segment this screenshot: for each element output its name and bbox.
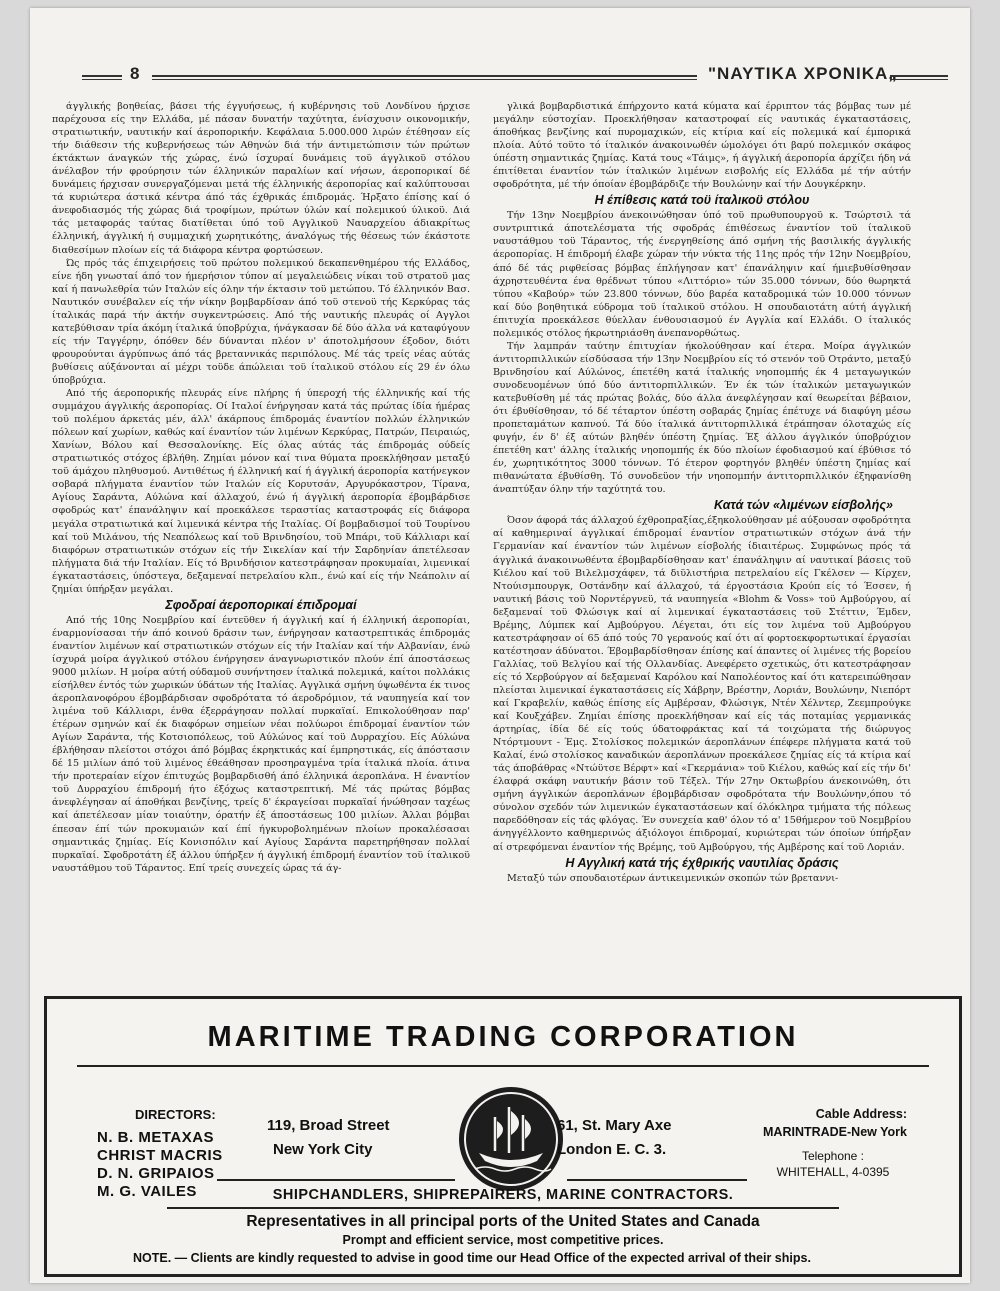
article-paragraph: Όσον άφορά τάς άλλαχού έχθροπραξίας,έξηκολούθησαν μέ αύξουσαν σφοδρότητα αί καθημεριναί άγγλικαί έπιδρομαί έναντίον στρατιωτικών στόχων άνά τήν Γερμανίαν καί έναντίον τών λιμένων είσβολής ίδιαιτέρως. Συμφώνως πρός τά άγγλικά άνακοινωθέντα έβομβαρδίσθησαν κατ' έπανάληψιν αί ναυτικαί βάσεις τοϋ Κιέλου καί τοϋ Βιλελμσχάφεν, τά διϋλιστήρια πετρελαίου είς Γκέλσεν — Κίρχεν, Ντούισμπουργκ, Οστάνδην καί άλλαχού, τά έργοστάσια Κρούπ είς τό Έσσεν, ή ναυτική βάσις τοϋ Νορντέργνεϋ, τά ναυπηγεία «Blohm & Voss» τοϋ Αμβούργου, αί δεξαμεναί τοϋ Φλώσιγκ καί αί λιμενικαί έγκαταστάσεις τοϋ Στέττιν, Έμδεν, Βρέμης, Λύμπεκ καί Αμβούργου. Λέγεται, ότι είς τον λιμένα τοϋ Αμβούργου κατεστράφησαν οί 65 άπό τούς 70 γερανούς καί ότι αί φορτοεκφορτωτικαί έργασίαι κατέστησαν άδύνατοι. Έβομβαρδίσθησαν έπίσης καί άπαντες οί λιμένες τής βορείου Γαλλίας, τοϋ Βελγίου καί τής Ολλανδίας. Ανεφέρετο σχετικώς, ότι κατεστράφησαν είς τό Χερβούργον αί δεξαμεναί Καρόλου καί Ναπολέοντος καί ότι κατερειπώθησαν πλείσται λιμενικαί έγκαταστάσεις είς Χάβρην, Βρέστην, Λοριάν, Βουλώνην, Νιεπόρτ καί Γκραβελίν, καθώς έπίσης είς Αμβέρσαν, Φλώσιγκ, Ντέν Χέλντερ, Ζεεμπρούγκε καί Κουξχάβεν. Ζημίαι έπίσης προεκλήθησαν καί είς τάς ποταμίας γερμανικάς άρτηρίας, ίδία δέ είς τούς ύδατοφράκτας καί τά τοιχώματα τής διώρυγος Ντόρτμουντ - Έμς. Στολίσκος πολεμικών άεροπλάνων έπέφερε πλήγματα κατά τοϋ Καλαί, ένώ στολίσκος καναδικών άεροπλάνων προεκάλεσε ζημίας είς τά κτίρια καί τάς άποβάθρας «Ντώϋτσε Βέρφτ» καί «Γκερμάνια» τοϋ Κιέλου, καθώς καί είς τήν δι' έλαφρά σκάφη ναυτικήν βάσιν τοϋ Τέξελ. Τήν 27ην Οκτωβρίου άνεκοινώθη, ότι σμήνη άγγλικών άεροπλάνων έβομβάρδισαν σφοδρότατα τήν Βουλώνην,όπου τό σύνολον σχεδόν τών λιμενικών έγκαταστάσεων καί όλόκληρα τμήματα τής πόλεως παρεδόθησαν είς τάς φλόγας. Έν συνεχεία καθ' όλον τό α' 15θήμερον τοϋ Νοεμβρίου άνηγγέλλοντο καθημερινώς άξιόλογοι έπιδρομαί, κυριώτεραι τών όποίων ύπήρξαν αί στρεφόμεναι έναντίον τής Βρέμης, τοϋ Αμβούργου, τής Αμβέρσης καί τοϋ Λοριάν. [493,515,911,853]
page-number: 8 [130,64,140,83]
director-name: CHRIST MACRIS [97,1147,223,1164]
article-paragraph: γλικά βομβαρδιστικά έπήρχοντο κατά κύματα καί έρριπτον τάς βόμβας των μέ μεγάλην εύστοχίαν. Προεκλήθησαν καταστροφαί είς ναυτικάς έγκαταστάσεις, άποθήκας βενζίνης καί πυρομαχικών, είς κτίρια καί είς πολεμικά καί έμπορικά πλοία. Αύτό τοϋτο τό ίταλικόν άνακοινωθέν ώμολόγει ότι βαρύ πολεμικόν σκάφος ύπέστη σημαντικάς ζημίας. Κατά τους «Τάιμς», ή άγγλική άεροπορία άρχίζει ήδη νά έπιτίθεται έναντίον τών ίταλικών λιμένων εισβολής είς Ελλάδα μέ τήν αύτήν σφοδρότητα, μέ τήν όποίαν έβομβάρδιζε τήν Βουλώνην καί τήν Δουγκέρκην. [493,101,911,191]
header-rule-left [82,75,122,80]
ad-divider [217,1179,455,1181]
ad-representatives: Representatives in all principal ports of the United States and Canada [246,1213,760,1230]
director-name: N. B. METAXAS [97,1129,215,1146]
ad-divider [567,1179,747,1181]
article-paragraph: Τήν λαμπράν ταύτην έπιτυχίαν ήκολούθησαν καί έτερα. Μοίρα άγγλικών άντιτορπιλλικών είσδύσασα τήν 13ην Νοεμβρίου είς τό στενόν τοϋ Οτράντο, μεταξύ Βρινδησίου καί Αύλώνος, έπετέθη κατά ίταλικής νηοπομπής έκ 4 μεταγωγικών συνοδευομένων ύπό δύο άντιτορπιλλικών. Έν έκ τών ίταλικών μεταγωγικών κατεβυθίσθη μέ τάς πρώτας βολάς, δύο άλλα άνεφλέγησαν καί θεωρείται βέβαιον, ότι έβυθίσθησαν, τό δέ τέταρτον ύπέστη σοβαράς ζημίας έπέτυχε νά διαφύγη μέσω προπεταμάτων καπνού. Τά δύο ίταλικά άντιτορπιλλικά έτράπησαν όλοταχώς είς φυγήν, έν δ' έξ αύτών βληθέν ύπέστη ζημίας. Έξ άλλου άγγλικόν ύποβρύχιον έπετέθη κατ' άλλης ίταλικής νηοπομπής έκ δύο πλοίων έφοδιασμού καί έβύθισε τό έν, χωρητικότητος 3000 τόννων. Τό έτερον φορτηγόν βληθέν ύπέστη ζημίας καί πιθανώτατα έβυθίσθη. Τό συνοδεϋον τήν νηοπομπήν άντιτορπιλλικόν έξηφανίσθη άναπτύξαν όλην τήν ταχύτητά του. [493,340,911,496]
section-heading-shipping: Η Αγγλική κατά τής έχθρικής ναυτιλίας δράσις [565,855,839,870]
london-street: 61, St. Mary Axe [557,1117,672,1134]
article-paragraph: Από τής άεροπορικής πλευράς είνε πλήρης ή ύπεροχή τής έλληνικής καί τής συμμάχου άγγλικής άεροπορίας. Οί Ιταλοί ένήργησαν κατά τάς πρώτας ίδία ήμέρας τοϋ πολέμου άρκετάς μέν, άλλ' άκάρπους έπιδρομάς έναντίον πολλών έλληνικών πόλεων καί χωρίων, καθώς καί έναντίον τών λιμένων Κερκύρας, Πατρών, Πειραιώς, Χανίων, Βόλου καί Θεσσαλονίκης. Είς όλας αύτάς τάς έπιδρομάς ούδείς στρατιωτικός στόχος έβλήθη. Ζημίαι μόνον καί τινα θύματα προεκλήθησαν μεταξύ τοϋ άμάχου πληθυσμού. Αντιθέτως ή έλληνική καί ή άγγλική άεροπορία κατήνεγκον σοβαρά πλήγματα έναντίον τών Ιταλών είς Κορυτσάν, Αργυρόκαστρον, Τίρανα, Αγίους Σαράντα, Αύλώνα καί άλλαχού, ένώ ή άγγλική άεροπορία έβομβάρδισε σφοδρώς κατ' έπανάληψιν καί προεκάλεσε τεραστίας καταστροφάς είς διάφορα μεγάλα στρατιωτικά καί λιμενικά κέντρα τής Ιταλίας. Οί βομβαδισμοί τοϋ Τουρίνου καί τοϋ Μιλάνου, τής Νεαπόλεως καί τοϋ Βρινδησίου, τοϋ Μπάρι, τοϋ Κάλλιαρι καί διαφόρων στρατιωτικών στόχων είς τήν Σικελίαν καί τήν Σαρδηνίαν άπετέλεσαν πλήγματα διά τήν Ιταλίαν. Είς τό Βρινδήσιον κατεστράφησαν προκυμαίαι, λιμενικαί έγκαταστάσεις, ύπόστεγα, δεξαμεναί πετρελαίου κλπ., ένώ καί είς τήν Νεάπολιν αί ζημίαι ύπήρξαν μεγάλαι. [52,388,470,595]
magazine-page [30,8,970,1283]
ad-prompt-service: Prompt and efficient service, most competitive prices. [342,1233,664,1247]
header-rule-middle [152,75,697,80]
director-name: D. N. GRIPAIOS [97,1165,215,1182]
london-city: London E. C. 3. [557,1141,667,1158]
header-rule-right [890,75,948,80]
left-column [52,100,470,875]
article-paragraph: Ώς πρός τάς έπιχειρήσεις τοϋ πρώτου πολεμικού δεκαπενθημέρου τής Ελλάδος, είνε ήδη γνωσταί άπό τον ήμερήσιον τύπον αί μεγαλειώδεις νίκαι τοϋ στρατοϋ μας καί ή πανωλεθρία τών Ιταλών είς όλην τήν έκτασιν τοϋ μετώπου. Τό έλληνικόν Βασ. Ναυτικόν συνέβαλεν είς τήν νίκην βομβαρδίσαν άπό τοϋ στενοϋ τής Κερκύρας τάς ίταλικάς παρά τήν άκτήν συγκεντρώσεις. Από τής ναυτικής πλευράς οί Αγγλοι κατεβύθισαν τρία άκόμη ίταλικά ύποβρύχια, ήνάγκασαν δέ δύο άλλα νά καταφύγουν είς τήν Ταγγέρην, όπόθεν δέν δύνανται πλέον ν' άποτολμήσουν έξοδον, διότι φρουρούνται άγρύπνως άπό τάς βρεταννικάς περιπόλους. Μέ τάς τρείς νέας αύτάς βυθίσεις αύξάνονται αί μέχρι τοϋδε άπώλειαι τοϋ ίταλικοϋ στόλου είς 29 έν όλω ύποβρύχια. [52,257,470,386]
ad-company-name: MARITIME TRADING CORPORATION [207,1021,799,1053]
article-paragraph: Μεταξύ τών σπουδαιοτέρων άντικειμενικών σκοπών τών βρεταννι- [507,872,839,884]
section-heading-invasion-ports: Κατά τών «λιμένων είσβολής» [713,498,893,513]
telephone-number: WHITEHALL, 4-0395 [776,1165,890,1179]
telephone-label: Telephone : [801,1149,865,1163]
section-heading-fleet-attack: Η έπίθεσις κατά τοϋ ίταλικοϋ στόλου [594,193,810,208]
ad-services: SHIPCHANDLERS, SHIPREPAIRERS, MARINE CONTRACTORS. [272,1187,734,1203]
advertisement-box [44,996,962,1277]
directors-label: DIRECTORS: [135,1107,216,1122]
article-paragraph: άγγλικής βοηθείας, βάσει τής έγγυήσεως, ή κυβέρνησις τοϋ Λονδίνου ήρχισε παρέχουσα είς την Ελλάδα, μέ πάσαν δυνατήν ταχύτητα, ένίσχυσιν οικονομικήν, στρατιωτικήν, ναυτικήν καί άεροπορικήν. Κεφάλαια 5.000.000 λιρών έτέθησαν είς τήν διάθεσιν τής κυβερνήσεως τών Αθηνών διά τήν άντιμετώπισιν τών πρώτων έκτάκτων άναγκών τής χώρας, ένώ ίσχυραί δυνάμεις τοϋ άγγλικοϋ στόλου άνέλαβον τήν φρούρησιν τών έλληνικών παραλίων καί νήσων, άεροπορικαί δέ δυνάμεις ήρχισαν συνεργαζόμεναι μετά τής έλληνικής άεροπορίας καί καλύπτουσαι τά κυριώτερα άστικά κέντρα άπό τάς έχθρικάς έπιδρομάς. Ήρξατο έπίσης καί ό άνεφοδιασμός τής χώρας διά τροφίμων, πρώτων ύλών καί πολεμικού ύλικοϋ. Διά τάς μεταφοράς ταύτας διατίθεται ύπό τοϋ Αγγλικοϋ Ναυαρχείου άδιακρίτως έλληνική, άγγλική ή συμμαχική χωρητικότης, άναλόγως τής θέσεως τών έκάστοτε διαθεσίμων πλοίων είς τά διάφορα κέντρα φορτώσεων. [52,101,470,256]
ad-note: NOTE. — Clients are kindly requested to advise in good time our Head Office of the expected arrival of their ships. [133,1251,811,1265]
page-header [52,62,948,90]
ny-street: 119, Broad Street [267,1117,390,1134]
article-paragraph: Τήν 13ην Νοεμβρίου άνεκοινώθησαν ύπό τοϋ πρωθυπουργοϋ κ. Τσώρτσιλ τά συντριπτικά άποτελέσματα τής σφοδράς έπιθέσεως έναντίον τοϋ ίταλικοϋ ναυστάθμου τοϋ Τάραντος, τής ένεργηθείσης άπό σμήνη τής βασιλικής άγγλικής άεροπορίας. Η έπιδρομή έλαβε χώραν τήν νύκτα τής 11ης πρός τήν 12ην Νοεμβρίου, άπό δέ τάς ριφθείσας βόμβας έπλήγησαν κατ' έπανάληψιν καί ήμιεβυθίσθησαν άχρηστευθέντα ένα θρέδνωτ τύπου «Λιττόριο» τών 35.000 τόννων, δύο θωρηκτά τύπου «Καβούρ» τών 23.800 τόννων, δύο βαρέα καταδρομικά τών 10.000 τόννων καί δύο βοηθητικά εύδρομα τοϋ ίταλικοϋ στόλου. Η σπουδαιοτάτη αύτή άγγλική έπιτυχία προεκάλεσε θύελλαν ένθουσιασμού έν Αγγλία καί Ελλάδι. Ο ίταλικός πολεμικός στόλος ήκρωτηριάσθη άνεπανορθώτως. [493,210,911,339]
ship-emblem-icon [455,1083,567,1195]
ad-divider [167,1207,839,1209]
director-name: M. G. VAILES [97,1183,197,1200]
ad-divider [77,1065,929,1067]
right-column [493,100,911,885]
article-paragraph: Από τής 10ης Νοεμβρίου καί έντεϋθεν ή άγγλική καί ή έλληνική άεροπορίαι, έναρμονίσασαι τήν άπό κοινού δράσιν των, ένήργησαν καταστρεπτικάς έπιδρομάς έναντίον λιμένων καί στρατιωτικών στόχων είς τήν Ιταλίαν καί τήν Αλβανίαν, ένώ ίσχυρά μοίρα άγγλικού στόλου ένήργησεν άναγνωριστικόν πλούν έπί άποστάσεως 9000 μιλίων. Η μοίρα αύτή ούδαμοϋ συνήντησεν ίταλικά πολεμικά, καίτοι πολλάκις είσήλθεν έντός τών χωρικών ύδάτων τής Ιταλίας. Αγγλικά σμήνη ύψωθέντα έκ τινος άεροπλανοφόρου έβομβάρδισαν σφοδρότατα τό άεροδρόμιον, τά ναυπηγεία καί τον λιμένα τοϋ Κάλλιαρι, ένθα έξερράγησαν πολλαί πυρκαϊαί. Επικολούθησαν παρ' έτέρων σμηνών καί έκ διαφόρων σημείων νέαι πολύωροι έπιδρομαί έναντίον τών Αγίων Σαράντα, τής Κοτσιοπόλεως, τοϋ Αύλώνος καί τοϋ Δυρραχίου. Είς Αύλώνα έβλήθησαν πλείστοι στόχοι άπό βόμβας έκρηκτικάς καί έμπρηστικάς, είς άπόστασιν δέ 15 μιλίων άπό τοϋ λιμένος έθεάθησαν προσηραγμένα τρία ίταλικά πλοία. άτινα τήν προτεραίαν είχον έπιτυχώς βομβαρδισθή άπό έλληνικά άεροπλάνα. Η έναντίον τοϋ Δυρραχίου έπιδρομή ήτο έξόχως καταστρεπτική. Μέ τάς πρώτας βόμβας άνεφλέγησαν αί άποθήκαι βενζίνης, τρείς δ' έκραγείσαι πυρκαϊαί ήνώθησαν ταχέως καί άπετέλεσαν μίαν τοιαύτην, όρατήν έξ άποστάσεως 100 μιλίων. Άλλαι βόμβαι έπεσαν έπί τών προκυμαιών καί έπί ήγκυροβολημένων πλοίων προκαλέσασαι σημαντικάς ζημίας. Είς Κονισπόλιν καί Αγίους Σαράντα παρετηρήθησαν πολλαί πυρκαϊαί. Σφοδροτάτη έξ άλλου ύπήρξεν ή άγγλική έπιδρομή έναντίον τοϋ ίταλικοϋ ναυστάθμου τοϋ Τάραντος. Επί τρείς συνεχείς ώρας τά άγ- [52,614,470,874]
cable-address: MARINTRADE-New York [763,1125,907,1139]
cable-label: Cable Address: [815,1107,907,1121]
section-heading-air-raids: Σφοδραί άεροπορικαί έπιδρομαί [165,597,357,612]
ny-city: New York City [273,1141,373,1158]
journal-title: "ΝΑΥΤΙΚΑ ΧΡΟΝΙΚΑ„ [708,64,898,83]
